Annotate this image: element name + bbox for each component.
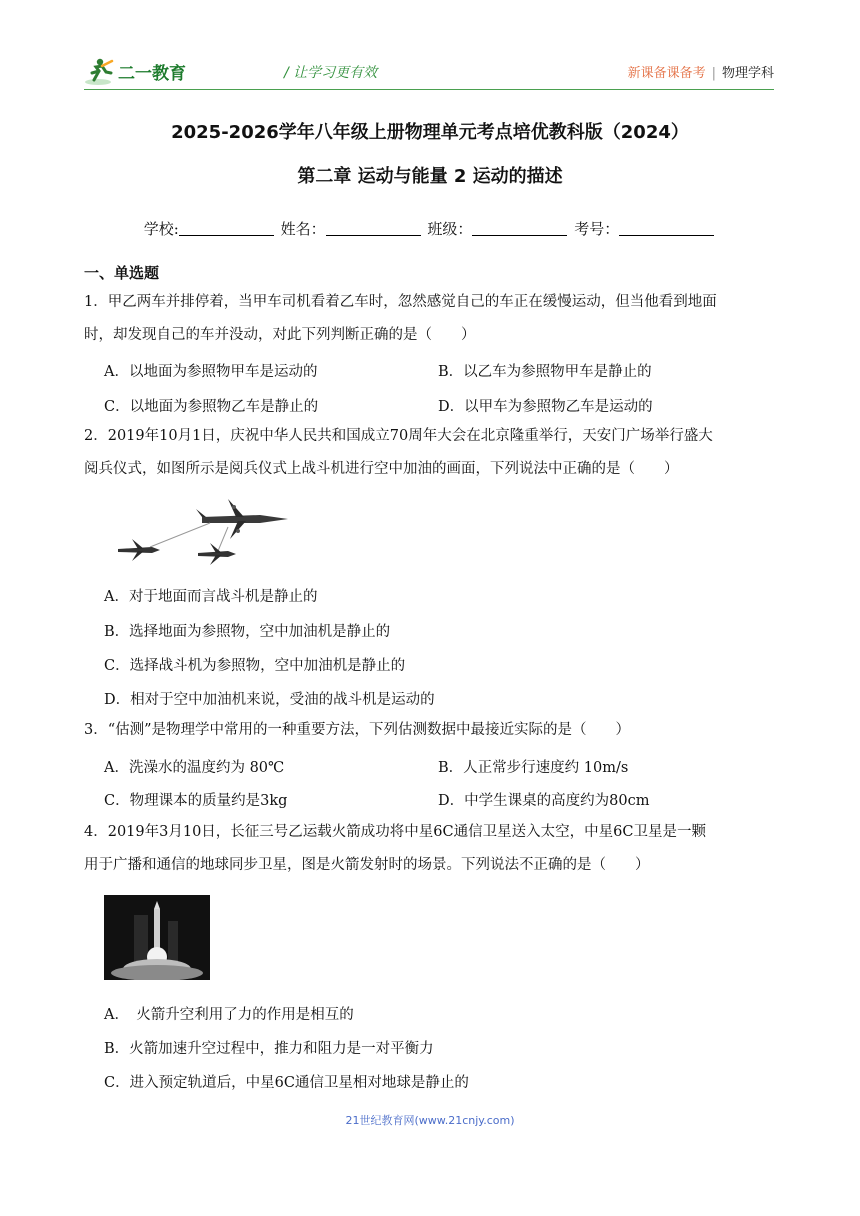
question-2 (84, 420, 774, 486)
student-info (0, 218, 860, 239)
brand-name: 二一教育 (118, 64, 186, 84)
header-separator: | (711, 66, 716, 81)
option-a[interactable]: A．洗澡水的温度约为 80℃ (104, 760, 285, 776)
option-b[interactable]: B．火箭加速升空过程中，推力和阻力是一对平衡力 (104, 1041, 434, 1057)
class-label: 班级： (427, 220, 473, 238)
section-title: 一、单选题 (84, 264, 160, 282)
header-right (628, 62, 774, 81)
option-b[interactable]: B．以乙车为参照物甲车是静止的 (438, 364, 652, 380)
school-label: 学校: (143, 220, 179, 238)
option-a[interactable]: A．对于地面而言战斗机是静止的 (104, 589, 318, 605)
header-divider (84, 89, 774, 90)
page-header (84, 56, 774, 90)
option-a[interactable]: A． 火箭升空利用了力的作用是相互的 (104, 1007, 354, 1023)
question-1 (84, 286, 774, 352)
school-blank[interactable] (179, 221, 274, 236)
question-text: 2．2019年10月1日，庆祝中华人民共和国成立70周年大会在北京隆重举行，天安门广场举行盛大 (84, 428, 713, 444)
option-d[interactable]: D．以甲车为参照物乙车是运动的 (438, 399, 653, 415)
question-text: 阅兵仪式，如图所示是阅兵仪式上战斗机进行空中加油的画面，下列说法中正确的是（ ） (84, 461, 679, 477)
option-d[interactable]: D．中学生课桌的高度约为80cm (438, 793, 650, 809)
question-text: 1．甲乙两车并排停着，当甲车司机看着乙车时，忽然感觉自己的车正在缓慢运动，但当他看到地面 (84, 294, 717, 310)
number-blank[interactable] (619, 221, 714, 236)
brand-logo (84, 56, 196, 88)
class-blank[interactable] (472, 221, 567, 236)
header-slogan: / 让学习更有效 (284, 65, 378, 81)
rocket-launch-image (104, 895, 210, 980)
header-subject: 物理学科 (721, 66, 774, 81)
option-c[interactable]: C．物理课本的质量约是3kg (104, 793, 288, 809)
header-prep-label: 新课备课备考 (627, 66, 706, 81)
option-b[interactable]: B．选择地面为参照物，空中加油机是静止的 (104, 624, 391, 640)
option-c[interactable]: C．选择战斗机为参照物，空中加油机是静止的 (104, 658, 406, 674)
question-3 (84, 714, 774, 747)
refueling-aircraft-image (110, 495, 300, 565)
name-label: 姓名： (280, 220, 326, 238)
option-a[interactable]: A．以地面为参照物甲车是运动的 (104, 364, 318, 380)
doc-subtitle: 第二章 运动与能量 2 运动的描述 (297, 166, 563, 187)
option-b[interactable]: B．人正常步行速度约 10m/s (438, 760, 629, 776)
question-text: 3．“估测”是物理学中常用的一种重要方法，下列估测数据中最接近实际的是（ ） (84, 722, 631, 738)
question-text: 用于广播和通信的地球同步卫星，图是火箭发射时的场景。下列说法不正确的是（ ） (84, 857, 650, 873)
option-c[interactable]: C．以地面为参照物乙车是静止的 (104, 399, 319, 415)
option-d[interactable]: D．相对于空中加油机来说，受油的战斗机是运动的 (104, 692, 435, 708)
doc-title: 2025-2026学年八年级上册物理单元考点培优教科版（2024） (171, 122, 689, 143)
page-footer[interactable]: 21世纪教育网(www.21cnjy.com) (345, 1114, 515, 1127)
option-c[interactable]: C．进入预定轨道后，中星6C通信卫星相对地球是静止的 (104, 1075, 469, 1091)
question-text: 4．2019年3月10日，长征三号乙运载火箭成功将中星6C通信卫星送入太空，中星6C卫星是一颗 (84, 824, 706, 840)
question-4 (84, 816, 774, 882)
name-blank[interactable] (326, 221, 421, 236)
question-text: 时，却发现自己的车并没动，对此下列判断正确的是（ ） (84, 327, 476, 343)
number-label: 考号： (574, 220, 620, 238)
